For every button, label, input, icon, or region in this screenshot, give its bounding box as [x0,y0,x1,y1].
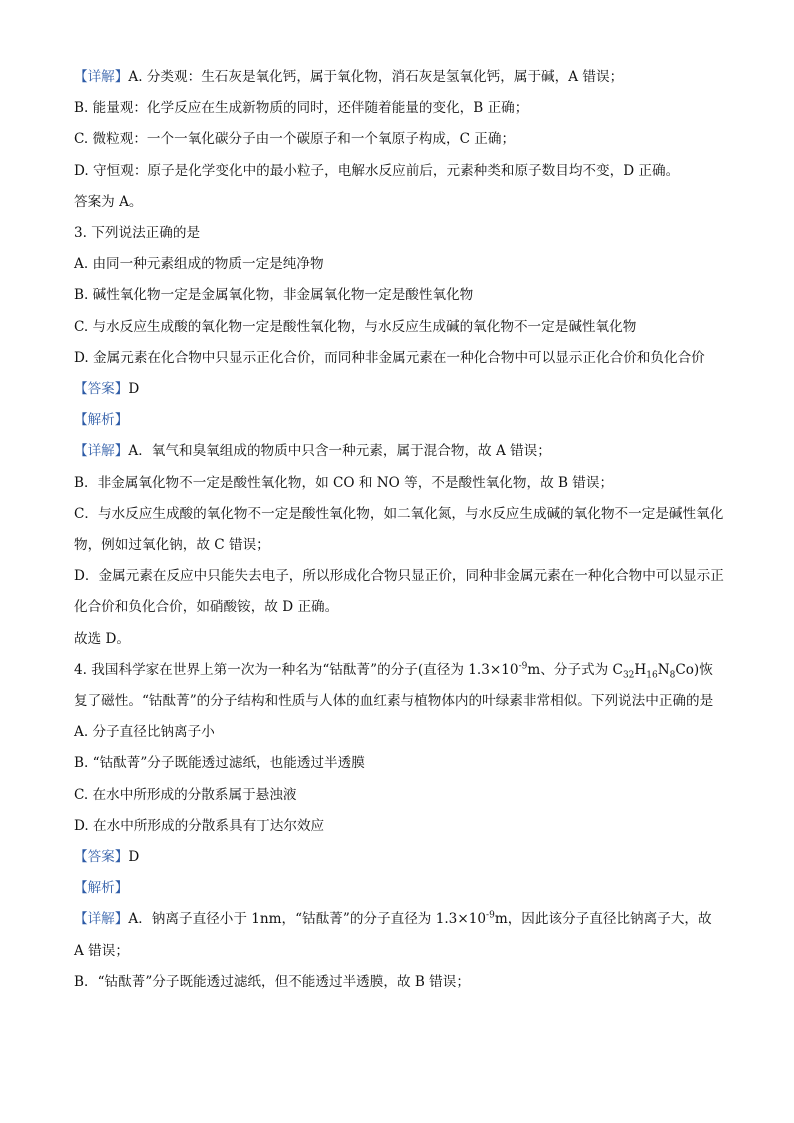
q2-conclusion: 答案为 A。 [74,193,143,210]
q3-conclusion: 故选 D。 [74,630,131,647]
answer-tag: 【答案】 [74,849,129,866]
answer-value: D [128,381,140,398]
q4-option-d: D. 在水中所形成的分散系具有丁达尔效应 [74,817,325,834]
q3-detail-c: C．与水反应生成酸的氧化物不一定是酸性氧化物，如二氧化氮，与水反应生成碱的氧化物不一定是碱性氧化物，例如过氧化钠，故 C 错误； [74,505,724,554]
q3-option-a: A. 由同一种元素组成的物质一定是纯净物 [74,256,324,273]
document-page [74,62,724,998]
q4-detail-a: 【详解】A．钠离子直径小于 1nm，“钴酞菁”的分子直径为 $1.3\times 10^{-9}m$，因此该分子直径比钠离子大，故 A 错误； [74,910,712,959]
detail-tag: 【详解】 [74,911,129,928]
detail-tag: 【详解】 [74,443,129,460]
q2-detail-line-d: D. 守恒观：原子是化学变化中的最小粒子，电解水反应前后，元素种类和原子数目均不变，D 正确。 [74,162,680,179]
q3-detail-b: B．非金属氧化物不一定是酸性氧化物，如 CO 和 NO 等，不是酸性氧化物，故 B 错误； [74,474,614,491]
q4-option-b: B. “钴酞菁”分子既能透过滤纸，也能透过半透膜 [74,755,365,772]
q4-detail-b: B．“钴酞菁”分子既能透过滤纸，但不能透过半透膜，故 B 错误； [74,973,470,990]
q4-option-c: C. 在水中所形成的分散系属于悬浊液 [74,786,297,803]
q4-analysis-heading [74,873,724,904]
q4-option-a: A. 分子直径比钠离子小 [74,724,215,741]
q3-analysis-heading [74,405,724,436]
detail-tag: 【详解】 [74,69,129,85]
q3-option-b: B. 碱性氧化物一定是金属氧化物，非金属氧化物一定是酸性氧化物 [74,287,474,304]
q2-detail-line-b: B. 能量观：化学反应在生成新物质的同时，还伴随着能量的变化，B 正确； [74,100,529,117]
q2-detail-line-a: 【详解】A. 分类观：生石灰是氧化钙，属于氧化物，消石灰是氢氧化钙，属于碱，A 错误； [74,69,624,85]
q3-detail-a: 【详解】A．氧气和臭氧组成的物质中只含一种元素，属于混合物，故 A 错误； [74,443,551,460]
analysis-tag: 【解析】 [74,412,129,429]
q3-stem: 3. 下列说法正确的是 [74,225,201,242]
answer-value: D [128,849,140,866]
q3-option-d: D. 金属元素在化合物中只显示正化合价，而同种非金属元素在一种化合物中可以显示正化合价和负化合价 [74,349,705,366]
q3-option-c: C. 与水反应生成酸的氧化物一定是酸性氧化物，与水反应生成碱的氧化物不一定是碱性氧化物 [74,318,637,335]
q4-answer [74,842,724,873]
analysis-tag: 【解析】 [74,880,129,897]
q3-answer [74,374,724,405]
answer-tag: 【答案】 [74,381,129,398]
q4-stem: 4. 我国科学家在世界上第一次为一种名为“钴酞菁”的分子(直径为 $1.3\times 10^{-9}m$、分子式为 $C_{32}H_{16}N_8Co$)恢复了磁性。“钴酞菁”的分子结构和性质与人体的血红素与植物体内的叶绿素非常相似。下列说法中正确的是 [74,661,714,710]
q2-detail-line-c: C. 微粒观：一个一氧化碳分子由一个碳原子和一个氧原子构成，C 正确； [74,131,516,148]
q3-detail-d: D．金属元素在反应中只能失去电子，所以形成化合物只显正价，同种非金属元素在一种化合物中可以显示正化合价和负化合价，如硝酸铵，故 D 正确。 [74,568,724,616]
